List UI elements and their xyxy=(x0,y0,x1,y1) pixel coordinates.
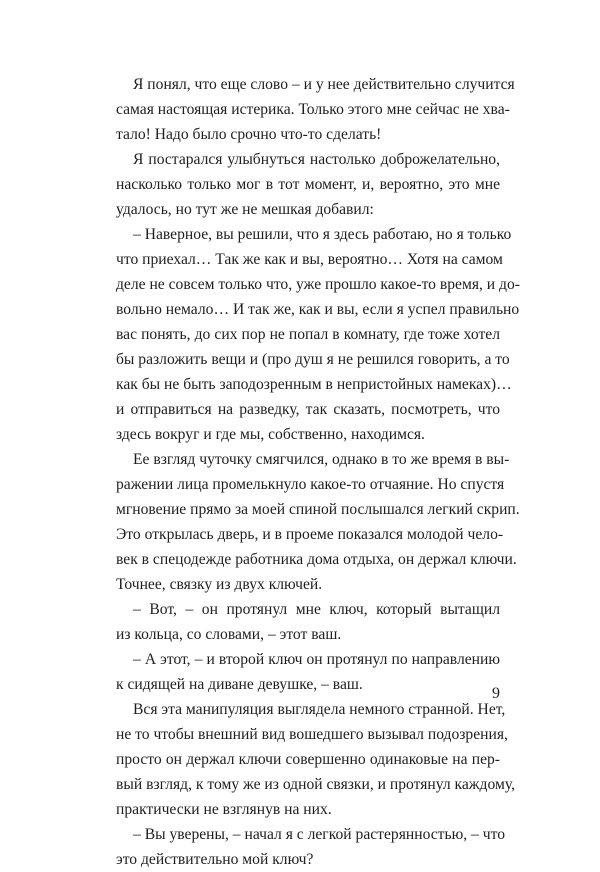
text-line: век в спецодежде работника дома отдыха, он держал ключи. xyxy=(116,551,517,568)
text-line: Я понял, что еще слово – и у нее действительно случится xyxy=(133,76,515,93)
text-line: удалось, но тут же не мешкая добавил: xyxy=(116,201,374,218)
text-line: Точнее, связку из двух ключей. xyxy=(116,576,323,593)
text-line: к сидящей на диване девушке, – ваш. xyxy=(116,676,363,693)
text-line: деле не совсем только что, уже прошло какое-то время, и до- xyxy=(116,276,520,293)
text-line: и отправиться на разведку, так сказать, посмотреть, что xyxy=(116,401,500,418)
text-line: из кольца, со словами, – этот ваш. xyxy=(116,626,342,643)
text-line: это действительно мой ключ? xyxy=(116,851,314,868)
text-line: ражении лица промелькнуло какое-то отчаяние. Но спустя xyxy=(116,476,505,493)
text-line: самая настоящая истерика. Только этого мне сейчас не хва- xyxy=(116,101,510,118)
text-line: не то чтобы внешний вид вошедшего вызывал подозрения, xyxy=(116,726,508,743)
text-line: насколько только мог в тот момент, и, вероятно, это мне xyxy=(116,176,500,193)
text-line: как бы не быть заподозренным в непристойных намеках)… xyxy=(116,376,512,393)
text-line: что приехал… Так же как и вы, вероятно… Хотя на самом xyxy=(116,251,503,268)
text-line: – Вы уверены, – начал я с легкой растерянностью, – что xyxy=(133,826,505,843)
text-line: Я постарался улыбнуться настолько доброжелательно, xyxy=(133,151,500,168)
text-line: вый взгляд, к тому же из одной связки, и протянул каждому, xyxy=(116,776,515,793)
text-line: Ее взгляд чуточку смягчился, однако в то же время в вы- xyxy=(133,451,510,468)
text-line: вас понять, до сих пор не попал в комнату, где тоже хотел xyxy=(116,326,500,343)
text-line: практически не взглянув на них. xyxy=(116,801,332,818)
text-line: просто он держал ключи совершенно одинаковые на пер- xyxy=(116,751,500,768)
text-line: вольно немало… И так же, как и вы, если я успел правильно xyxy=(116,301,520,318)
text-line: – А этот, – и второй ключ он протянул по направлению xyxy=(133,651,500,668)
text-line: Вся эта манипуляция выглядела немного странной. Нет, xyxy=(133,701,506,718)
text-line: тало! Надо было срочно что-то сделать! xyxy=(116,126,382,143)
body-text xyxy=(116,72,520,872)
text-line: – Вот, – он протянул мне ключ, который вытащил xyxy=(133,601,500,618)
text-line: – Наверное, вы решили, что я здесь работаю, но я только xyxy=(133,226,512,243)
text-line: Это открылась дверь, и в проеме показался молодой чело- xyxy=(116,526,504,543)
page-number: 9 xyxy=(492,685,500,702)
text-line: бы разложить вещи и (про душ я не решился говорить, а то xyxy=(116,351,510,368)
text-line: мгновение прямо за моей спиной послышался легкий скрип. xyxy=(116,501,520,518)
text-line: здесь вокруг и где мы, собственно, находимся. xyxy=(116,426,425,443)
